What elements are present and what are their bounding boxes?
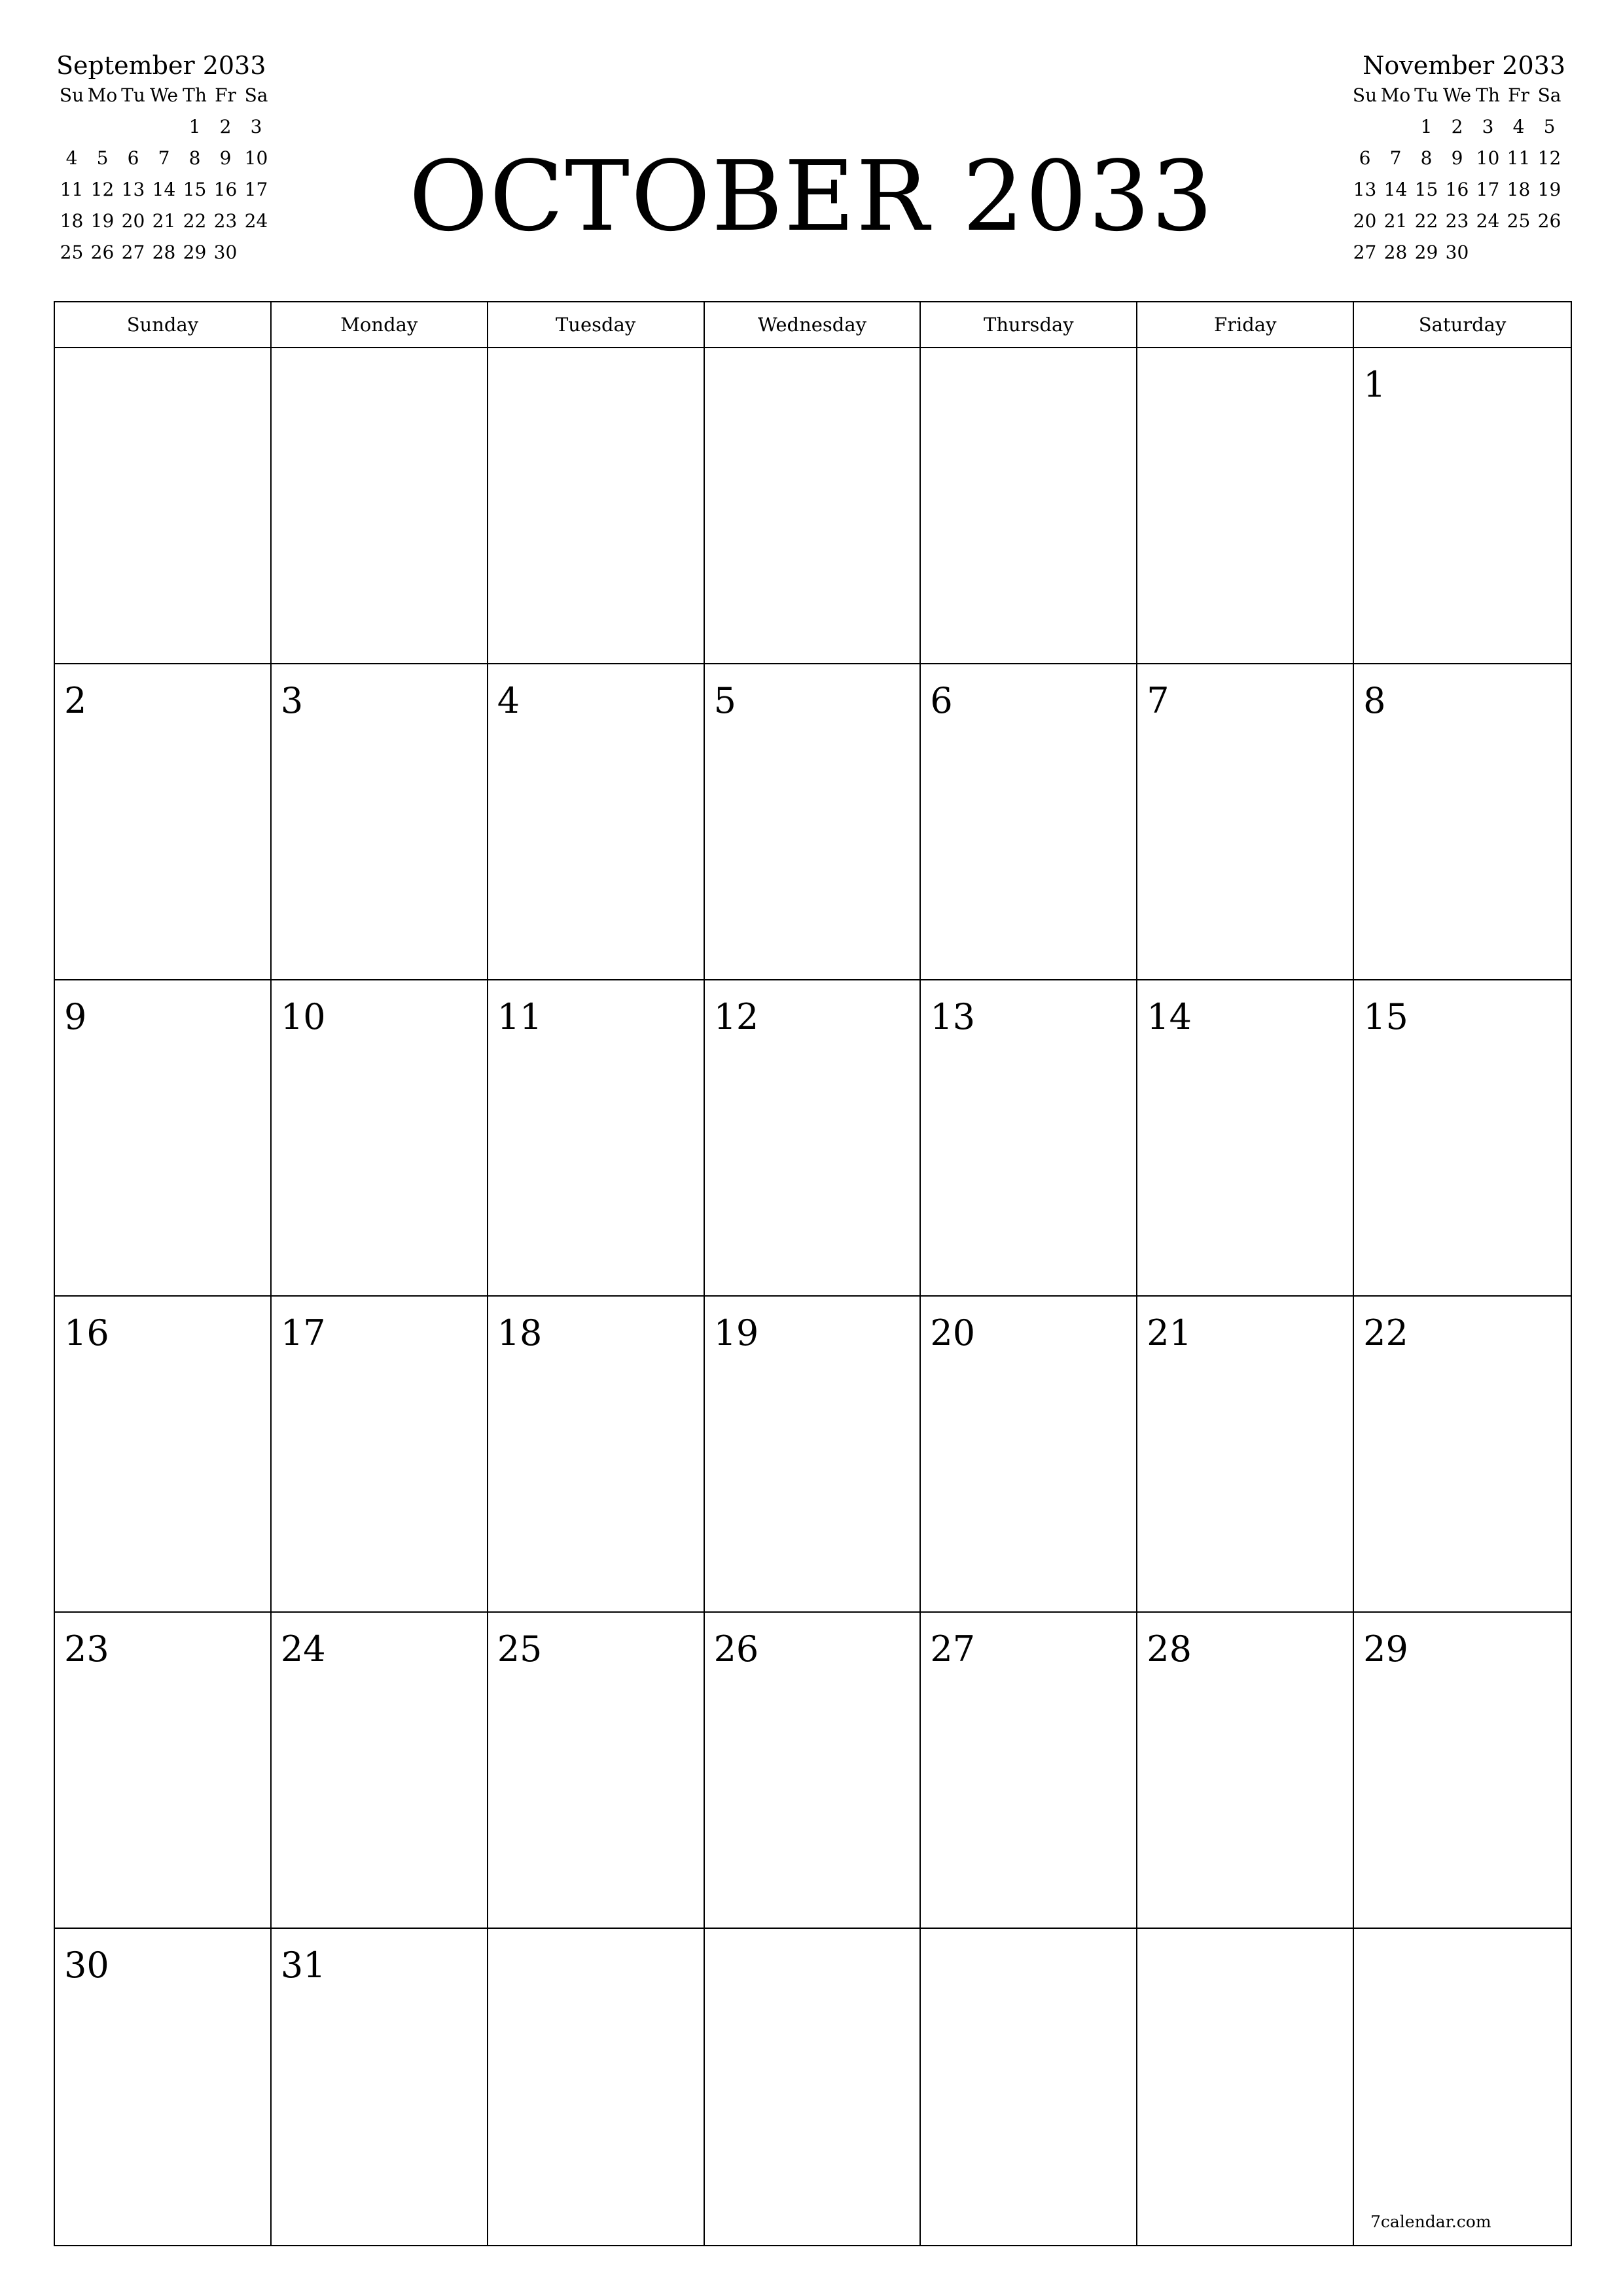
mini-day: 2 [219,116,232,137]
mini-day: 18 [1507,179,1531,200]
mini-day: 28 [1383,242,1408,263]
day-number: 3 [280,680,304,721]
mini-day: 30 [1445,242,1469,263]
mini-day: 5 [96,147,109,169]
mini-day: 24 [244,210,268,232]
day-cell[interactable] [1137,664,1354,980]
day-cell[interactable] [705,348,921,664]
mini-day [87,114,118,140]
day-cell[interactable] [488,664,705,980]
day-number: 2 [64,680,87,721]
mini-day: 20 [121,210,145,232]
day-cell[interactable] [1137,1613,1354,1929]
mini-day: 12 [90,179,115,200]
mini-day: 29 [1414,242,1438,263]
mini-calendar-title: November 2033 [1363,51,1565,80]
mini-day: 8 [188,147,201,169]
day-number: 6 [930,680,953,721]
day-number: 20 [930,1312,976,1354]
day-cell[interactable] [272,1613,488,1929]
day-cell[interactable] [1137,980,1354,1297]
day-number: 21 [1147,1312,1192,1354]
day-number: 18 [497,1312,543,1354]
mini-calendar-title: September 2033 [56,51,266,80]
mini-day: 15 [1414,179,1438,200]
mini-day: 3 [1482,116,1494,137]
mini-day: 21 [152,210,176,232]
day-number: 16 [64,1312,109,1354]
day-cell[interactable] [55,1613,272,1929]
mini-weekday-label: We [149,84,179,106]
mini-day: 25 [60,242,84,263]
day-number: 31 [280,1945,326,1986]
weekday-header: Thursday [921,302,1137,347]
mini-day: 3 [250,116,262,137]
mini-day: 24 [1476,210,1500,232]
weeks-grid [55,348,1571,2245]
day-number: 19 [713,1312,759,1354]
mini-day: 12 [1537,147,1561,169]
mini-day: 10 [1476,147,1500,169]
day-number: 13 [930,996,976,1037]
day-cell[interactable] [488,1613,705,1929]
day-number: 5 [713,680,736,721]
day-number: 4 [497,680,520,721]
day-number: 22 [1363,1312,1408,1354]
day-cell[interactable] [921,1297,1137,1613]
mini-day: 16 [1445,179,1469,200]
mini-day: 7 [158,147,170,169]
day-cell[interactable] [1137,1929,1354,2245]
mini-day: 17 [1476,179,1500,200]
day-cell[interactable] [272,980,488,1297]
day-number: 10 [280,996,326,1037]
footer-credit: 7calendar.com [1370,2212,1491,2231]
mini-day: 22 [1414,210,1438,232]
mini-day [1380,114,1411,140]
mini-day: 21 [1383,210,1408,232]
day-cell[interactable] [1354,980,1571,1297]
mini-weekday-label: Mo [1380,84,1411,106]
day-cell[interactable] [1137,1297,1354,1613]
mini-weekday-label: Su [1352,84,1378,106]
day-cell[interactable] [1354,1929,1571,2245]
mini-day: 9 [219,147,232,169]
weekday-header: Wednesday [705,302,921,347]
day-cell[interactable] [55,1297,272,1613]
day-cell[interactable] [705,1929,921,2245]
day-cell[interactable] [705,1297,921,1613]
mini-day [1349,114,1380,140]
day-cell[interactable] [55,980,272,1297]
day-number: 12 [713,996,759,1037]
mini-day: 28 [152,242,176,263]
day-number: 7 [1147,680,1169,721]
day-cell[interactable] [55,664,272,980]
mini-day: 26 [1537,210,1561,232]
weekday-header: Sunday [55,302,272,347]
day-number: 23 [64,1628,109,1670]
mini-weekday-label: Tu [121,84,145,106]
day-cell[interactable] [55,1929,272,2245]
weekday-header-row [55,302,1571,348]
day-cell[interactable] [921,664,1137,980]
day-number: 25 [497,1628,543,1670]
month-grid [54,301,1572,2246]
mini-day: 4 [65,147,78,169]
mini-calendar-next [1349,51,1565,266]
mini-day: 10 [244,147,268,169]
day-cell[interactable] [1354,1297,1571,1613]
day-number: 8 [1363,680,1386,721]
mini-day [56,114,87,140]
mini-weekday-label: Fr [215,84,236,106]
mini-day: 8 [1420,147,1433,169]
day-number: 14 [1147,996,1192,1037]
mini-day: 15 [183,179,207,200]
mini-day: 19 [1537,179,1561,200]
day-cell[interactable] [921,348,1137,664]
mini-weekday-label: Th [183,84,207,106]
day-cell[interactable] [488,348,705,664]
day-cell[interactable] [1354,348,1571,664]
mini-weekday-label: Sa [244,84,268,106]
mini-day: 1 [1420,116,1433,137]
mini-day: 16 [213,179,238,200]
mini-weekday-label: Su [59,84,84,106]
mini-day: 6 [127,147,139,169]
mini-day: 23 [213,210,238,232]
day-cell[interactable] [705,664,921,980]
day-cell[interactable] [921,980,1137,1297]
weekday-header: Saturday [1418,314,1507,336]
day-number: 24 [280,1628,326,1670]
mini-day: 17 [244,179,268,200]
day-cell[interactable] [705,1613,921,1929]
day-cell[interactable] [488,1929,705,2245]
mini-day [149,114,179,140]
day-number: 27 [930,1628,976,1670]
mini-day: 13 [121,179,145,200]
mini-day: 25 [1507,210,1531,232]
day-cell[interactable] [272,1297,488,1613]
mini-day: 26 [90,242,115,263]
day-cell[interactable] [921,1929,1137,2245]
day-cell[interactable] [705,980,921,1297]
weekday-header: Monday [272,302,488,347]
day-number: 1 [1363,364,1386,405]
mini-calendar-grid [1349,82,1565,266]
mini-weekday-label: Mo [87,84,118,106]
mini-day: 11 [1507,147,1531,169]
weekday-header: Friday [1137,302,1354,347]
mini-day: 7 [1389,147,1402,169]
mini-day: 2 [1451,116,1463,137]
day-cell[interactable] [488,980,705,1297]
day-cell[interactable] [55,348,272,664]
day-number: 11 [497,996,543,1037]
mini-day: 23 [1445,210,1469,232]
mini-day: 30 [213,242,238,263]
mini-day: 5 [1543,116,1556,137]
mini-day: 9 [1451,147,1463,169]
mini-day: 19 [90,210,115,232]
day-cell[interactable] [1354,1613,1571,1929]
day-cell[interactable] [1354,664,1571,980]
day-cell[interactable] [272,664,488,980]
day-cell[interactable] [921,1613,1137,1929]
mini-day: 1 [188,116,201,137]
mini-day: 14 [1383,179,1408,200]
mini-day: 4 [1512,116,1525,137]
day-number: 29 [1363,1628,1408,1670]
day-number: 28 [1147,1628,1192,1670]
page-title: OCTOBER 2033 [408,140,1215,253]
day-cell[interactable] [272,1929,488,2245]
mini-day: 6 [1359,147,1371,169]
mini-day: 13 [1353,179,1377,200]
mini-day: 29 [183,242,207,263]
day-cell[interactable] [488,1297,705,1613]
day-number: 26 [713,1628,759,1670]
day-number: 15 [1363,996,1408,1037]
day-cell[interactable] [272,348,488,664]
mini-weekday-label: Th [1476,84,1500,106]
day-number: 30 [64,1945,109,1986]
mini-day: 20 [1353,210,1377,232]
mini-weekday-label: Fr [1508,84,1529,106]
mini-day: 11 [60,179,84,200]
mini-day [118,114,149,140]
mini-day: 22 [183,210,207,232]
mini-weekday-label: We [1442,84,1472,106]
mini-day: 14 [152,179,176,200]
mini-day: 18 [60,210,84,232]
mini-weekday-label: Tu [1414,84,1438,106]
day-number: 9 [64,996,87,1037]
mini-day: 27 [121,242,145,263]
day-number: 17 [280,1312,326,1354]
mini-weekday-label: Sa [1537,84,1561,106]
weekday-header: Tuesday [488,302,705,347]
day-cell[interactable] [1137,348,1354,664]
mini-day: 27 [1353,242,1377,263]
